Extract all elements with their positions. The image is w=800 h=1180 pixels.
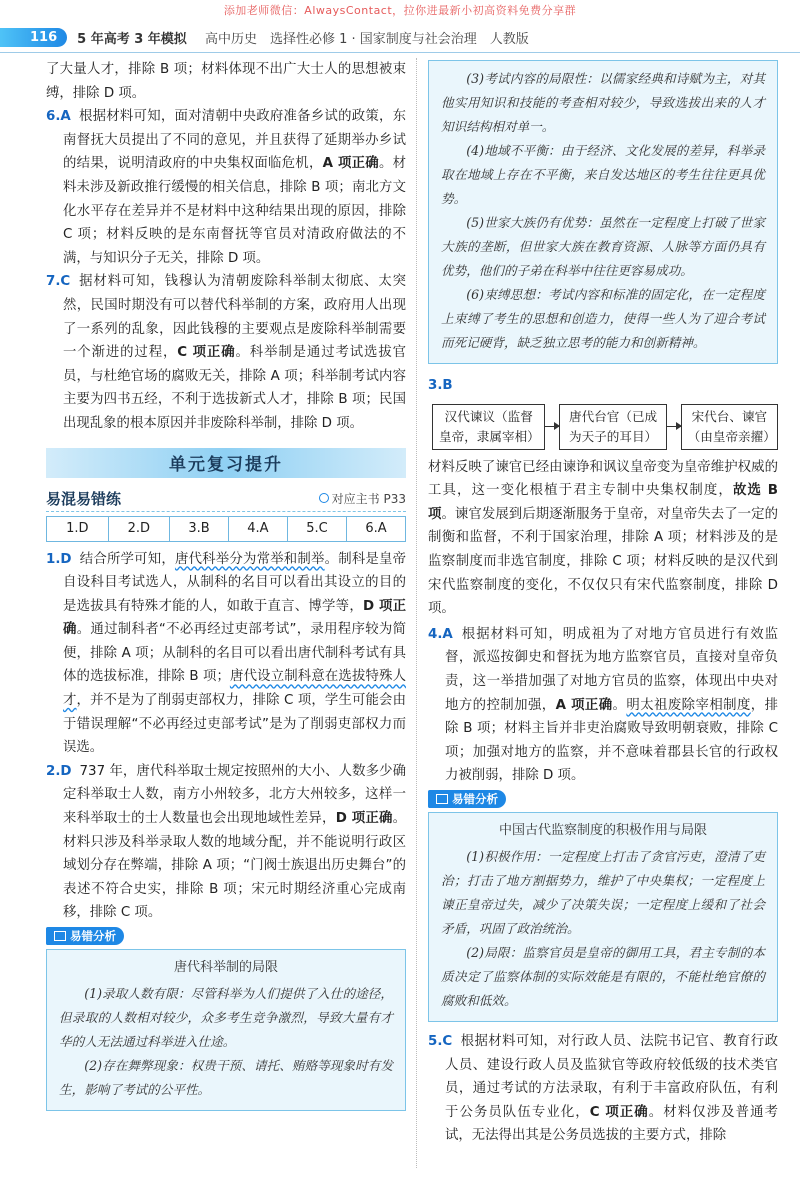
arrow-right-icon xyxy=(667,426,680,427)
box-point: (3)考试内容的局限性：以儒家经典和诗赋为主，对其他实用知识和技能的考查相对较少，导致选拔出来的人才知识结构相对单一。 xyxy=(441,71,765,134)
page-header xyxy=(0,26,800,48)
book-title: 5 年高考 3 年模拟 xyxy=(77,31,187,47)
box-point: (1)积极作用：一定程度上打击了贪官污吏，澄清了吏治；打击了地方割据势力，维护了中央集权；一定程度上谏正皇帝过失，减少了决策失误；一定程度上缓和了社会矛盾，巩固了政治统治。 xyxy=(441,848,765,936)
paragraph-continued: 了大量人才，排除 B 项；材料体现不出广大士人的思想被束缚，排除 D 项。 xyxy=(46,62,406,101)
answer-key-cell: 5.C xyxy=(287,516,346,541)
flow-diagram xyxy=(432,404,778,450)
box-point: (2)存在舞弊现象：权贵干预、请托、贿赂等现象时有发生，影响了考试的公平性。 xyxy=(59,1058,393,1097)
left-column xyxy=(46,58,406,1111)
header-divider xyxy=(0,52,800,53)
answer-key-cell: 6.A xyxy=(347,516,406,541)
header-title xyxy=(77,28,529,47)
answer-key-table xyxy=(46,516,406,542)
box-point: (2)局限：监察官员是皇帝的御用工具，君主专制的本质决定了监察体制的实际效能是有限的，不能杜绝官僚的腐败和低效。 xyxy=(441,944,765,1008)
answer-key-cell: 3.B xyxy=(170,516,229,541)
answer-7: 7.C 据材料可知，钱穆认为清朝废除科举制太彻底、太突然，民国时期没有可以替代科举制的方案，政府用人出现了一系列的乱象，因此钱穆的主要观点是废除科举制需要一个渐进的过程，C 项正确。科举制是通过考试选拔官员，与杜绝官场的腐败无关，排除 A 项；科举制考试内容主要为四书五经，不利于选拔新式人才，排除 B 项；民国出现乱象的根本原因并非废除科举制，排除 D 项。 xyxy=(46,274,406,431)
box-point: (5)世家大族仍有优势：虽然在一定程度上打破了世家大族的垄断，但世家大族在教育资源、人脉等方面仍具有优势，他们的子弟在科举中往往更容易成功。 xyxy=(441,215,765,278)
page-number: 116 xyxy=(0,28,67,47)
error-analysis-tag: 易错分析 xyxy=(428,790,506,808)
box-point: (6)束缚思想：考试内容和标准的固定化，在一定程度上束缚了考生的思想和创造力，使得一些人为了迎合考试而死记硬背，缺乏独立思考的能力和创新精神。 xyxy=(441,287,765,350)
sub-heading-title: 易混易错练 xyxy=(46,489,122,508)
subject-title: 高中历史 选择性必修 1 · 国家制度与社会治理 人教版 xyxy=(204,31,529,47)
flow-box-song: 宋代台、谏官（由皇帝亲擢） xyxy=(681,404,778,450)
answer-key-cell: 2.D xyxy=(108,516,170,541)
error-analysis-tag: 易错分析 xyxy=(46,927,124,945)
column-divider xyxy=(416,58,417,1168)
section-banner: 单元复习提升 xyxy=(46,448,406,478)
keju-limits-box xyxy=(46,949,406,1111)
answer-6: 6.A 根据材料可知，面对清朝中央政府准备乡试的政策，东南督抚大员提出了不同的意见，并且获得了延期举办乡试的结果，说明清政府的中央集权面临危机，A 项正确。材料未涉及新政推行缓慢的相关信息，排除 B 项；南北方文化水平存在差异并不是材料中这种结果出现的原因，排除 C 项；材料反映的是东南督抚等官员对清政府做法的不满，与知识分子无关，排除 D 项。 xyxy=(46,109,406,266)
answer-key-cell: 4.A xyxy=(229,516,288,541)
answer-3-num: 3.B xyxy=(428,378,453,393)
box-point: (4)地域不平衡：由于经济、文化发展的差异，科举录取在地域上存在不平衡，来自发达地区的考生往往更具优势。 xyxy=(441,143,765,206)
box-point: (1)录取人数有限：尽管科举为人们提供了入仕的途径，但录取的人数相对较少，众多考生竞争激烈，导致大量有才华的人无法通过科举进入仕途。 xyxy=(59,986,393,1049)
sub-heading-ref: 对应主书 P33 xyxy=(319,490,406,507)
right-column xyxy=(428,58,778,1148)
answer-3: 材料反映了谏官已经由谏诤和讽议皇帝变为皇帝维护权威的工具，这一变化根植于君主专制中央集权制度，故选 B 项。谏官发展到后期逐渐服务于皇帝，对皇帝失去了一定的制衡和监督，不利于国家治理，排除 A 项；材料涉及的是监察制度而非选官制度，排除 C 项；材料反映的是汉代到宋代监察制度的变化，不仅仅只有宋代监察制度，排除 D 项。 xyxy=(428,459,779,617)
answer-key-cell: 1.D xyxy=(47,516,109,541)
answer-2: 2.D 737 年，唐代科举取士规定按照州的大小、人数多少确定科举取士人数，南方小州较多，北方大州较多，这样一来科举取士的士人数量也会出现地域性差异，D 项正确。材料只涉及科举录取人数的地域分配，并不能说明行政区域划分存在弊端，排除 A 项；“门阀士族退出历史舞台”的表述不符合史实，排除 B 项；宋元时期经济重心完成南移，排除 C 项。 xyxy=(46,763,407,921)
box-title: 中国古代监察制度的积极作用与局限 xyxy=(498,822,707,838)
answer-4: 4.A 根据材料可知，明成祖为了对地方官员进行有效监督，派巡按御史和督抚为地方监察官员，直接对皇帝负责，这一举措加强了对地方官员的监察，体现出中央对地方的控制加强，A 项正确。明太祖废除宰相制度，排除 B 项；材料主旨并非吏治腐败导致明朝衰败，排除 C 项；加强对地方的监察，并不意味着郡县长官的行政权力被削弱，排除 D 项。 xyxy=(428,626,779,784)
book-icon xyxy=(436,794,448,804)
watermark-text: 添加老师微信：AlwaysContact，拉你进最新小初高资料免费分享群 xyxy=(223,4,577,17)
answer-5: 5.C 根据材料可知，对行政人员、法院书记官、教育行政人员、建设行政人员及监狱官等政府较低级的技术类官员，通过考试的方法录取，有利于丰富政府队伍，有利于公务员队伍专业化，C 项正确。材料仅涉及普通考试，无法得出其是公务员选拔的主要方式，排除 xyxy=(428,1033,779,1144)
box-title: 唐代科举制的局限 xyxy=(173,960,278,975)
search-icon xyxy=(319,493,329,503)
flow-box-tang: 唐代台官（已成为天子的耳目） xyxy=(559,404,668,450)
arrow-right-icon xyxy=(545,426,558,427)
keju-limits-box-continued xyxy=(428,60,778,364)
answer-1: 1.D 结合所学可知，唐代科举分为常举和制举。制科是皇帝自设科目考试选人，从制科的名目可以看出其设立的目的是选拔具有特殊才能的人，如敢于直言、博学等，D 项正确。通过制科者“不必再经过吏部考试”，录用程序较为简便，排除 A 项；从制科的名目可以看出唐代制科考试有具体的选拔标准，排除 B 项；唐代设立制科意在选拔特殊人才，并不是为了削弱吏部权力，排除 C 项，学生可能会由于错误理解“不必再经过吏部考试”是为了削弱吏部权力而误选。 xyxy=(46,551,407,756)
book-icon xyxy=(54,931,66,941)
supervision-box xyxy=(428,812,778,1022)
flow-box-han: 汉代谏议（监督皇帝，隶属宰相） xyxy=(432,404,545,450)
sub-heading xyxy=(46,488,406,512)
